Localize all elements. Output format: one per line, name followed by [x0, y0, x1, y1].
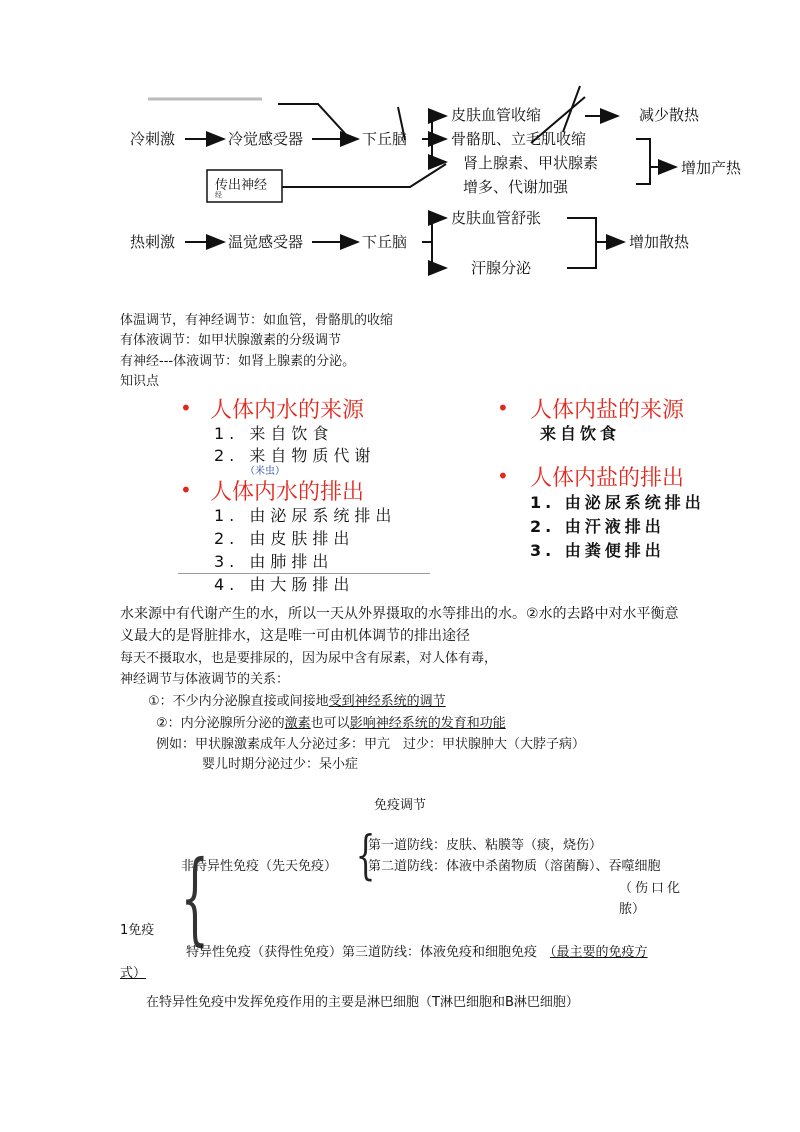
water-out-title: 人体内水的排出 [210, 480, 365, 505]
cold-receptor: 冷觉感受器 [228, 130, 304, 148]
note-line-3: 有神经---体液调节：如肾上腺素的分泌。 [120, 354, 356, 369]
para-3: 神经调节与体液调节的关系： [120, 672, 290, 687]
sweat-secretion: 汗腺分泌 [471, 259, 532, 277]
para-4-text: ①：不少内分泌腺直接或间接地 [148, 694, 329, 709]
brace-small: { [355, 826, 376, 886]
hormone-line1: 肾上腺素、甲状腺素 [463, 154, 599, 172]
water-out-4: 4. 由大肠排出 [214, 575, 355, 594]
bullet-dot: • [180, 478, 192, 502]
efferent-nerve-sublabel: 经 [215, 191, 222, 199]
para-5-underlined-1: 激素 [284, 716, 311, 731]
hypothalamus-cold: 下丘脑 [362, 130, 408, 148]
salt-source-1: 来自饮食 [540, 424, 621, 443]
immune-title: 免疫调节 [374, 798, 427, 813]
cold-stimulus: 冷刺激 [130, 130, 176, 148]
water-out-4-clip [210, 566, 440, 594]
bullet-dot: • [180, 396, 192, 420]
salt-out-title: 人体内盐的排出 [530, 466, 685, 491]
salt-source-title: 人体内盐的来源 [530, 398, 685, 423]
para-5 [156, 712, 506, 731]
main-way-note-end: 式） [120, 966, 147, 981]
warm-receptor: 温觉感受器 [228, 233, 304, 251]
skin-vessel-dilate: 皮肤血管舒张 [451, 209, 542, 227]
para-5-text-b: 也可以 [310, 716, 350, 731]
water-source-note: （米虫） [245, 466, 285, 477]
hormone-line2: 增多、代谢加强 [463, 178, 569, 196]
water-source-2: 2. 来自物质代谢 [214, 446, 376, 465]
note-line-2: 有体液调节：如甲状腺激素的分级调节 [120, 333, 342, 348]
immunity-label: 1免疫 [120, 923, 155, 938]
specific-immunity [186, 941, 648, 960]
water-out-3: 3. 由肺排出 [214, 552, 334, 571]
para-5-text-a: ②：内分泌腺所分泌的 [156, 716, 285, 731]
wound-note-b: 脓） [619, 902, 646, 917]
lymphocyte-note: 在特异性免疫中发挥免疫作用的主要是淋巴细胞（T淋巴细胞和B淋巴细胞） [146, 995, 579, 1010]
para-7: 婴儿时期分泌过少：呆小症 [202, 757, 359, 772]
salt-out-3: 3. 由粪便排出 [530, 541, 665, 560]
para-1a: 水来源中有代谢产生的水，所以一天从外界摄取的水等排出的水。②水的去路中对水平衡意 [120, 606, 679, 622]
reduce-heat-loss: 减少散热 [639, 106, 700, 124]
para-5-underlined-2: 影响神经系统的发育和功能 [349, 716, 506, 731]
muscle-constrict: 骨骼肌、立毛肌收缩 [451, 130, 587, 148]
salt-out-2: 2. 由汗液排出 [530, 517, 665, 536]
water-source-1: 1. 来自饮食 [214, 424, 334, 443]
para-2: 每天不摄取水，也是要排尿的，因为尿中含有尿素，对人体有毒， [120, 651, 498, 666]
para-1b: 义最大的是肾脏排水，这是唯一可由机体调节的排出途径 [120, 628, 470, 644]
brace-large: { [180, 839, 210, 956]
increase-heat-loss: 增加散热 [629, 233, 690, 251]
main-way-note: （最主要的免疫方 [550, 945, 648, 960]
salt-out-1: 1. 由泌尿系统排出 [530, 493, 705, 512]
para-4-underlined: 受到神经系统的调节 [328, 694, 446, 709]
efferent-nerve-label: 传出神经 [215, 178, 268, 193]
water-out-1: 1. 由泌尿系统排出 [214, 506, 397, 525]
nonspecific-immunity: 非特异性免疫（先天免疫） [181, 859, 338, 874]
image-bottom-rule [178, 573, 430, 574]
para-4 [148, 690, 446, 709]
bullet-dot: • [497, 396, 509, 420]
para-6: 例如：甲状腺激素成年人分泌过多：甲亢 过少：甲状腺肿大（大脖子病） [156, 737, 586, 752]
first-line-defense: 第一道防线：皮肤、粘膜等（痰，烧伤） [368, 838, 603, 853]
bullet-dot: • [497, 464, 509, 488]
hypothalamus-hot: 下丘脑 [362, 233, 408, 251]
water-source-title: 人体内水的来源 [210, 398, 365, 423]
thermoregulation-diagram [0, 0, 800, 300]
hot-stimulus: 热刺激 [130, 233, 176, 251]
note-line-4: 知识点 [120, 374, 160, 389]
skin-vessel-constrict: 皮肤血管收缩 [451, 106, 542, 124]
note-line-1: 体温调节，有神经调节：如血管，骨骼肌的收缩 [120, 313, 394, 328]
second-line-defense: 第二道防线：体液中杀菌物质（溶菌酶）、吞噬细胞 [368, 859, 661, 874]
water-out-2: 2. 由皮肤排出 [214, 529, 355, 548]
specific-immunity-text: 特异性免疫（获得性免疫）第三道防线：体液免疫和细胞免疫 [186, 945, 538, 960]
wound-note-a: （伤口化 [619, 881, 684, 896]
increase-heat-production: 增加产热 [681, 159, 742, 177]
